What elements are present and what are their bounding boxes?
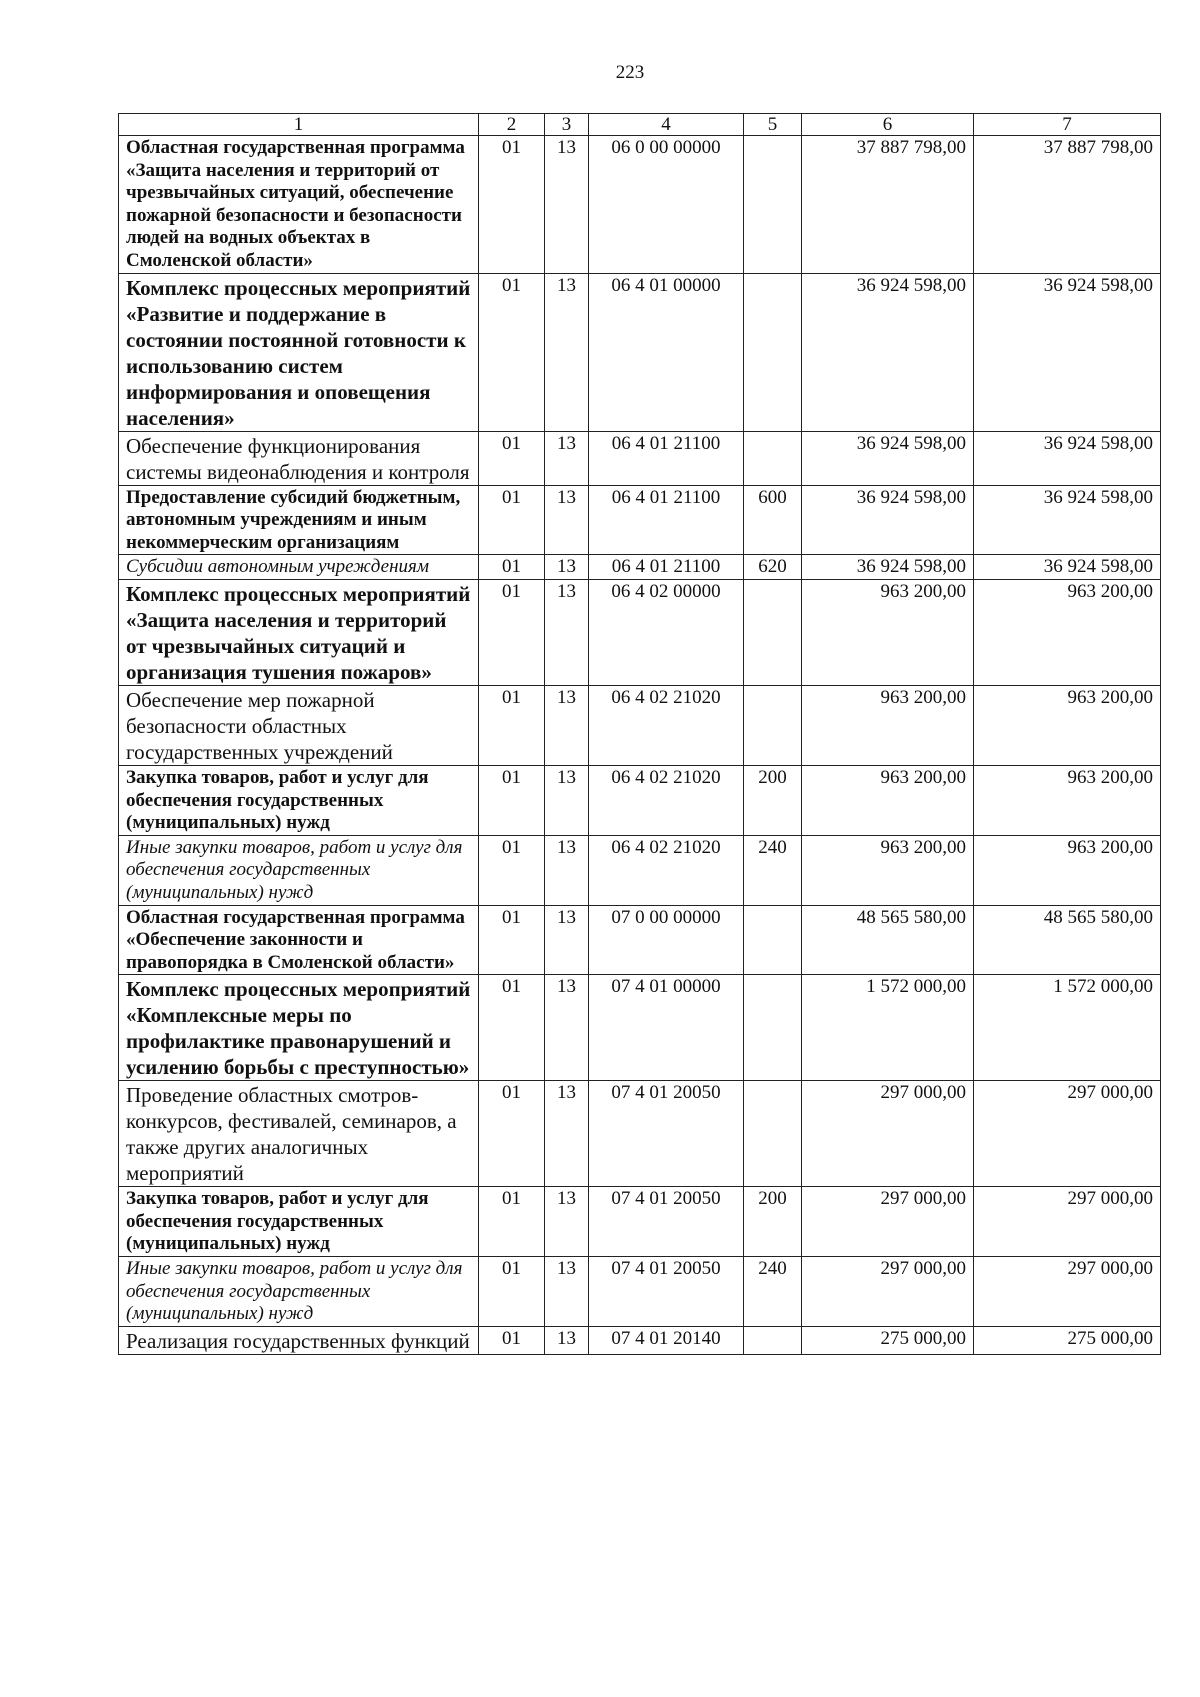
table-row — [119, 1257, 1161, 1327]
section-code-cell: 01 — [479, 685, 545, 765]
table-row — [119, 765, 1161, 835]
target-article-cell: 07 4 01 00000 — [589, 975, 744, 1081]
header-row — [119, 114, 1161, 136]
row-name-cell: Закупка товаров, работ и услуг для обеспечения государственных (муниципальных) нужд — [119, 1187, 479, 1257]
row-name-cell: Областная государственная программа «Защита населения и территорий от чрезвычайных ситуаций, обеспечение пожарной безопасности и безопасности людей на водных объектах в Смоленской области» — [119, 136, 479, 274]
subsection-code-cell: 13 — [545, 685, 589, 765]
section-code-cell: 01 — [479, 273, 545, 431]
expense-type-cell — [744, 685, 802, 765]
subsection-code-cell: 13 — [545, 431, 589, 485]
amount-year-2-cell: 37 887 798,00 — [974, 136, 1161, 274]
subsection-code-cell: 13 — [545, 905, 589, 975]
target-article-cell: 06 4 02 00000 — [589, 579, 744, 685]
subsection-code-cell: 13 — [545, 975, 589, 1081]
target-article-cell: 06 4 01 21100 — [589, 485, 744, 555]
amount-year-2-cell: 963 200,00 — [974, 579, 1161, 685]
subsection-code-cell: 13 — [545, 136, 589, 274]
target-article-cell: 07 4 01 20140 — [589, 1326, 744, 1354]
row-name-cell: Предоставление субсидий бюджетным, автономным учреждениям и иным некоммерческим организациям — [119, 485, 479, 555]
table-row — [119, 905, 1161, 975]
table-row — [119, 555, 1161, 580]
subsection-code-cell: 13 — [545, 579, 589, 685]
expense-type-cell — [744, 1326, 802, 1354]
expense-type-cell — [744, 579, 802, 685]
amount-year-1-cell: 1 572 000,00 — [802, 975, 974, 1081]
expense-type-cell: 240 — [744, 835, 802, 905]
expense-type-cell — [744, 905, 802, 975]
table-row — [119, 685, 1161, 765]
table-row — [119, 1187, 1161, 1257]
amount-year-2-cell: 963 200,00 — [974, 685, 1161, 765]
row-name-cell: Закупка товаров, работ и услуг для обеспечения государственных (муниципальных) нужд — [119, 765, 479, 835]
expense-type-cell: 200 — [744, 765, 802, 835]
table-row — [119, 579, 1161, 685]
section-code-cell: 01 — [479, 485, 545, 555]
expense-type-cell — [744, 1081, 802, 1187]
amount-year-2-cell: 297 000,00 — [974, 1187, 1161, 1257]
amount-year-2-cell: 297 000,00 — [974, 1257, 1161, 1327]
section-code-cell: 01 — [479, 765, 545, 835]
section-code-cell: 01 — [479, 1081, 545, 1187]
target-article-cell: 06 4 02 21020 — [589, 765, 744, 835]
row-name-cell: Комплекс процессных мероприятий «Защита населения и территорий от чрезвычайных ситуаций и организация тушения пожаров» — [119, 579, 479, 685]
subsection-code-cell: 13 — [545, 1081, 589, 1187]
expense-type-cell: 620 — [744, 555, 802, 580]
table-body — [119, 136, 1161, 1355]
subsection-code-cell: 13 — [545, 835, 589, 905]
amount-year-2-cell: 297 000,00 — [974, 1081, 1161, 1187]
amount-year-1-cell: 36 924 598,00 — [802, 273, 974, 431]
subsection-code-cell: 13 — [545, 273, 589, 431]
header-col-2: 2 — [479, 114, 545, 136]
amount-year-2-cell: 36 924 598,00 — [974, 273, 1161, 431]
row-name-cell: Обеспечение функционирования системы видеонаблюдения и контроля — [119, 431, 479, 485]
target-article-cell: 06 4 02 21020 — [589, 685, 744, 765]
row-name-cell: Обеспечение мер пожарной безопасности областных государственных учреждений — [119, 685, 479, 765]
target-article-cell: 06 0 00 00000 — [589, 136, 744, 274]
amount-year-1-cell: 297 000,00 — [802, 1187, 974, 1257]
section-code-cell: 01 — [479, 1326, 545, 1354]
amount-year-1-cell: 963 200,00 — [802, 765, 974, 835]
expense-type-cell — [744, 975, 802, 1081]
header-col-3: 3 — [545, 114, 589, 136]
amount-year-1-cell: 275 000,00 — [802, 1326, 974, 1354]
row-name-cell: Проведение областных смотров-конкурсов, фестивалей, семинаров, а также других аналогичных мероприятий — [119, 1081, 479, 1187]
target-article-cell: 07 4 01 20050 — [589, 1257, 744, 1327]
subsection-code-cell: 13 — [545, 765, 589, 835]
row-name-cell: Комплекс процессных мероприятий «Комплексные меры по профилактике правонарушений и усилению борьбы с преступностью» — [119, 975, 479, 1081]
table-row — [119, 485, 1161, 555]
subsection-code-cell: 13 — [545, 555, 589, 580]
section-code-cell: 01 — [479, 1257, 545, 1327]
amount-year-1-cell: 963 200,00 — [802, 835, 974, 905]
expense-type-cell — [744, 273, 802, 431]
section-code-cell: 01 — [479, 905, 545, 975]
target-article-cell: 06 4 01 21100 — [589, 431, 744, 485]
subsection-code-cell: 13 — [545, 485, 589, 555]
subsection-code-cell: 13 — [545, 1257, 589, 1327]
section-code-cell: 01 — [479, 1187, 545, 1257]
section-code-cell: 01 — [479, 975, 545, 1081]
amount-year-1-cell: 297 000,00 — [802, 1081, 974, 1187]
table-row — [119, 1326, 1161, 1354]
row-name-cell: Комплекс процессных мероприятий «Развитие и поддержание в состоянии постоянной готовности к использованию систем информирования и оповещения населения» — [119, 273, 479, 431]
expense-type-cell — [744, 431, 802, 485]
row-name-cell: Реализация государственных функций — [119, 1326, 479, 1354]
header-col-4: 4 — [589, 114, 744, 136]
header-col-7: 7 — [974, 114, 1161, 136]
section-code-cell: 01 — [479, 579, 545, 685]
amount-year-2-cell: 963 200,00 — [974, 765, 1161, 835]
table-row — [119, 975, 1161, 1081]
subsection-code-cell: 13 — [545, 1326, 589, 1354]
amount-year-2-cell: 36 924 598,00 — [974, 555, 1161, 580]
section-code-cell: 01 — [479, 835, 545, 905]
table-row — [119, 835, 1161, 905]
expense-type-cell: 200 — [744, 1187, 802, 1257]
target-article-cell: 07 0 00 00000 — [589, 905, 744, 975]
amount-year-1-cell: 37 887 798,00 — [802, 136, 974, 274]
target-article-cell: 06 4 01 00000 — [589, 273, 744, 431]
row-name-cell: Иные закупки товаров, работ и услуг для обеспечения государственных (муниципальных) нужд — [119, 835, 479, 905]
table-row — [119, 1081, 1161, 1187]
amount-year-2-cell: 48 565 580,00 — [974, 905, 1161, 975]
row-name-cell: Субсидии автономным учреждениям — [119, 555, 479, 580]
section-code-cell: 01 — [479, 555, 545, 580]
header-col-1: 1 — [119, 114, 479, 136]
amount-year-1-cell: 48 565 580,00 — [802, 905, 974, 975]
header-col-5: 5 — [744, 114, 802, 136]
amount-year-1-cell: 963 200,00 — [802, 685, 974, 765]
target-article-cell: 06 4 01 21100 — [589, 555, 744, 580]
amount-year-1-cell: 36 924 598,00 — [802, 485, 974, 555]
amount-year-2-cell: 36 924 598,00 — [974, 431, 1161, 485]
amount-year-1-cell: 36 924 598,00 — [802, 555, 974, 580]
section-code-cell: 01 — [479, 136, 545, 274]
table-row — [119, 273, 1161, 431]
budget-table — [118, 113, 1161, 1355]
section-code-cell: 01 — [479, 431, 545, 485]
amount-year-1-cell: 297 000,00 — [802, 1257, 974, 1327]
amount-year-2-cell: 36 924 598,00 — [974, 485, 1161, 555]
header-col-6: 6 — [802, 114, 974, 136]
amount-year-2-cell: 1 572 000,00 — [974, 975, 1161, 1081]
expense-type-cell: 600 — [744, 485, 802, 555]
amount-year-1-cell: 963 200,00 — [802, 579, 974, 685]
target-article-cell: 07 4 01 20050 — [589, 1081, 744, 1187]
table-row — [119, 431, 1161, 485]
subsection-code-cell: 13 — [545, 1187, 589, 1257]
target-article-cell: 07 4 01 20050 — [589, 1187, 744, 1257]
page-number: 223 — [615, 62, 645, 83]
target-article-cell: 06 4 02 21020 — [589, 835, 744, 905]
row-name-cell: Иные закупки товаров, работ и услуг для обеспечения государственных (муниципальных) нужд — [119, 1257, 479, 1327]
row-name-cell: Областная государственная программа «Обеспечение законности и правопорядка в Смоленской области» — [119, 905, 479, 975]
amount-year-1-cell: 36 924 598,00 — [802, 431, 974, 485]
amount-year-2-cell: 275 000,00 — [974, 1326, 1161, 1354]
expense-type-cell: 240 — [744, 1257, 802, 1327]
expense-type-cell — [744, 136, 802, 274]
amount-year-2-cell: 963 200,00 — [974, 835, 1161, 905]
table-row — [119, 136, 1161, 274]
